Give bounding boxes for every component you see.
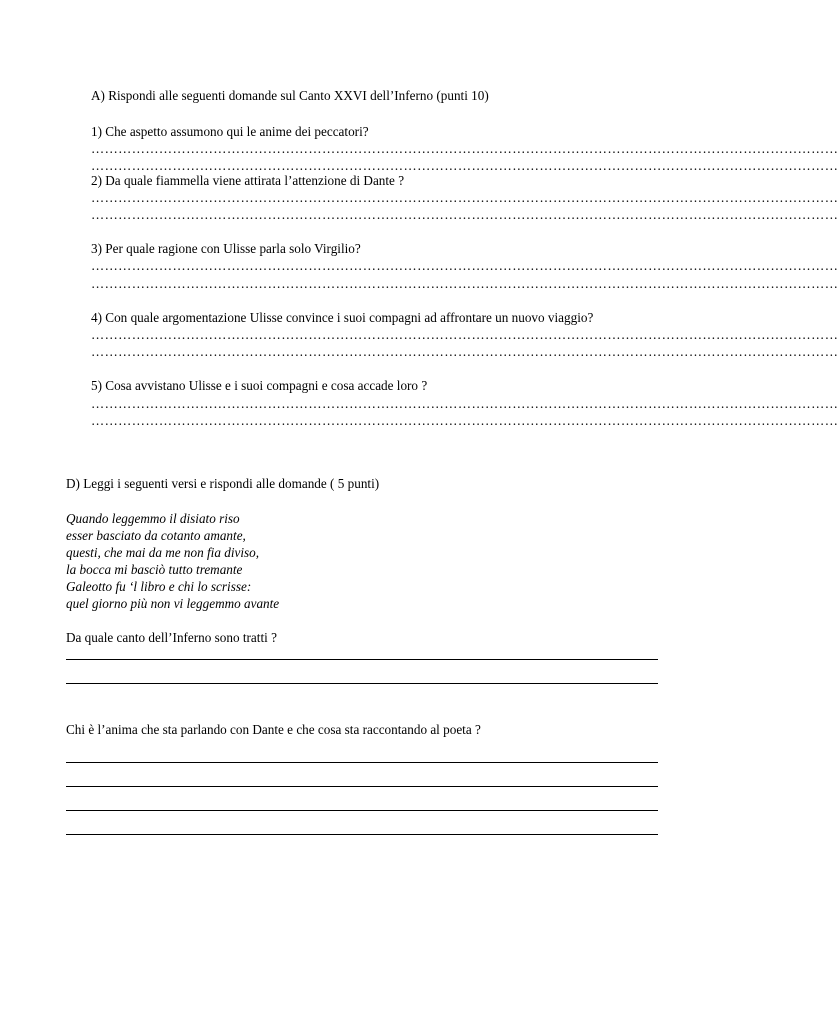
answer-line[interactable]: …………………………………………………………………………………………………………………………………………………	[91, 158, 838, 173]
answer-rule[interactable]	[66, 786, 658, 787]
answer-line[interactable]: …………………………………………………………………………………………………………………………………………………	[91, 190, 838, 205]
verse-line: Galeotto fu ‘l libro e chi lo scrisse:	[66, 579, 252, 594]
answer-rule[interactable]	[66, 683, 658, 684]
question-a5: 5) Cosa avvistano Ulisse e i suoi compagni e cosa accade loro ?	[91, 378, 428, 393]
verse-line: quel giorno più non vi leggemmo avante	[66, 596, 280, 611]
question-d2: Chi è l’anima che sta parlando con Dante e che cosa sta raccontando al poeta ?	[66, 722, 481, 737]
answer-line[interactable]: …………………………………………………………………………………………………………………………………………………	[91, 276, 838, 291]
section-d-heading: D) Leggi i seguenti versi e rispondi alle domande ( 5 punti)	[66, 476, 380, 491]
section-a-heading: A) Rispondi alle seguenti domande sul Canto XXVI dell’Inferno (punti 10)	[91, 88, 489, 103]
answer-line[interactable]: …………………………………………………………………………………………………………………………………………………	[91, 141, 838, 156]
verse-line: questi, che mai da me non fia diviso,	[66, 545, 260, 560]
answer-rule[interactable]	[66, 762, 658, 763]
answer-line[interactable]: …………………………………………………………………………………………………………………………………………………	[91, 258, 838, 273]
answer-rule[interactable]	[66, 834, 658, 835]
question-a4: 4) Con quale argomentazione Ulisse convince i suoi compagni ad affrontare un nuovo viaggio?	[91, 310, 594, 325]
verse-line: esser basciato da cotanto amante,	[66, 528, 246, 543]
answer-line[interactable]: …………………………………………………………………………………………………………………………………………………	[91, 396, 838, 411]
question-a2: 2) Da quale fiammella viene attirata l’attenzione di Dante ?	[91, 173, 405, 188]
question-a1: 1) Che aspetto assumono qui le anime dei peccatori?	[91, 124, 369, 139]
answer-line[interactable]: …………………………………………………………………………………………………………………………………………………	[91, 413, 838, 428]
answer-rule[interactable]	[66, 659, 658, 660]
question-d1: Da quale canto dell’Inferno sono tratti ?	[66, 630, 277, 645]
answer-line[interactable]: …………………………………………………………………………………………………………………………………………………	[91, 327, 838, 342]
verse-line: Quando leggemmo il disiato riso	[66, 511, 240, 526]
answer-line[interactable]: …………………………………………………………………………………………………………………………………………………	[91, 207, 838, 222]
verse-line: la bocca mi basciò tutto tremante	[66, 562, 243, 577]
question-a3: 3) Per quale ragione con Ulisse parla solo Virgilio?	[91, 241, 361, 256]
answer-line[interactable]: …………………………………………………………………………………………………………………………………………………	[91, 344, 838, 359]
answer-rule[interactable]	[66, 810, 658, 811]
